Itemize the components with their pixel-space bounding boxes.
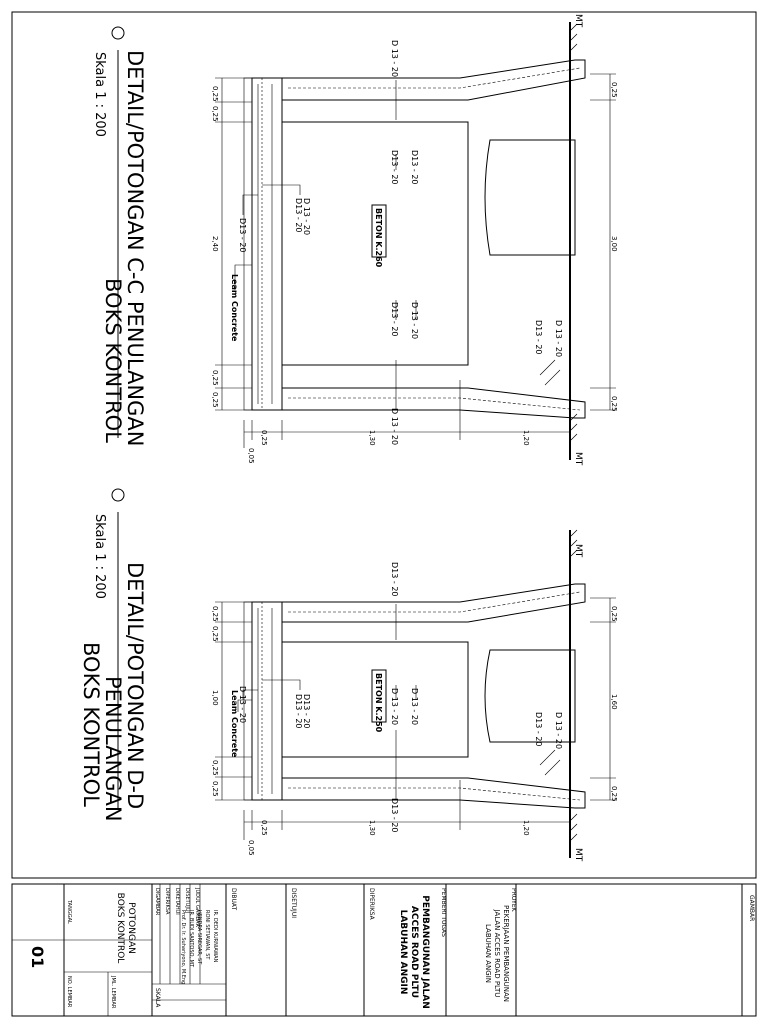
staff-role: DIPERIKSA [164, 888, 170, 915]
section-title: DETAIL/POTONGAN D-D [123, 562, 147, 810]
dim-bottom: 1,30 [368, 820, 376, 836]
staff-role: DIKETAHUI [174, 888, 180, 915]
rebar-label: D 13 - 20 [410, 688, 419, 726]
wall-upper [282, 584, 585, 622]
section-scale: Skala 1 : 200 [92, 514, 107, 599]
proyek-value: PEKERJAAN PEMBANGUNAN JALAN ACCES ROAD PLTU LABUHAN ANGIN [484, 904, 510, 1002]
rebar-label: D 13 - 20 [238, 686, 247, 724]
staff-name: IR. BUDI SANTOSO, MT [188, 910, 194, 968]
dim-bottom: 0,05 [247, 448, 255, 464]
rebar-label: D 13 - 20 [554, 712, 563, 750]
wall-lower [282, 778, 585, 808]
dim-right: 0,25 [610, 82, 618, 98]
rebar-label: D13 - 20 [390, 798, 399, 833]
rebar-label: D 13 - 20 [302, 198, 311, 236]
dim-right: 0,25 [610, 786, 618, 802]
staff-role: JUDUL GAMBAR [194, 888, 200, 927]
staff-name: Prof. Dr. Ir. Suhariyono, M.Eng [180, 910, 186, 985]
rebar-label: D 13 - 20 [390, 408, 399, 446]
dim-left: 0,25 [211, 106, 219, 122]
pemberi-label: PEMBERI TUGAS [440, 888, 447, 937]
proyek-wrap [480, 896, 510, 1011]
rebar-label: D13 - 20 [390, 150, 399, 185]
dim-right: 0,25 [610, 606, 618, 622]
dim-right: 1,60 [610, 694, 618, 710]
section-cc [92, 14, 618, 466]
section-title-2: BOKS KONTROL [101, 278, 125, 443]
main-title: PEMBANGUNAN JALAN ACCES ROAD PLTU LABUHAN ANGIN [398, 895, 430, 1009]
dim-left: 0,25 [211, 370, 219, 386]
rebar-label: D13 - 20 [390, 302, 399, 337]
dim-left: 0,25 [211, 86, 219, 102]
section-marker-icon [112, 27, 124, 39]
mt-label: MT [573, 452, 583, 466]
section-title: DETAIL/POTONGAN C-C PENULANGAN [123, 50, 147, 447]
mt-label: MT [573, 848, 583, 862]
section-dd [79, 489, 618, 862]
drawing-title: POTONGAN BOKS KONTROL [115, 892, 136, 964]
rebar-label: D13 - 20 [238, 218, 247, 253]
rebar-label: D13 - 20 [302, 694, 311, 729]
staff-name: IR. DEDI KURNIAWAN [212, 910, 218, 963]
pipe-opening [485, 140, 575, 255]
drawing-title-wrap [96, 890, 136, 966]
rebar-label: D13 - 20 [410, 150, 419, 185]
mt-label: MT [573, 14, 583, 28]
dim-bottom: 1,30 [368, 430, 376, 446]
sheet-number: 01 [28, 946, 47, 969]
dim-bottom: 0,25 [260, 430, 268, 446]
base-slab [252, 602, 282, 800]
skala-label: SKALA [154, 988, 161, 1008]
staff-role: DISETUJUI [184, 888, 190, 913]
dibuat-label: DIBUAT [230, 888, 237, 911]
jml-lembar-label: JML. LEMBAR [110, 976, 116, 1009]
dim-bottom: 1,20 [522, 430, 530, 446]
wall-upper [282, 60, 585, 100]
dim-left: 0,25 [211, 606, 219, 622]
lean-concrete-label: Leam Concrete [230, 690, 239, 758]
gambar-label: GAMBAR [748, 895, 755, 922]
dim-left: 1,00 [211, 690, 219, 706]
rebar-label: D 13 - 20 [554, 320, 563, 358]
dim-bottom: 1,20 [522, 820, 530, 836]
diperiksa-label: DIPERIKSA [368, 888, 375, 920]
section-title-3: BOKS KONTROL [79, 642, 103, 807]
no-lembar-label: NO. LEMBAR [66, 976, 72, 1008]
base-slab [252, 78, 282, 410]
rebar-label: D13 - 20 [390, 562, 399, 597]
dim-left: 0,25 [211, 781, 219, 797]
dim-left: 2,40 [211, 236, 219, 252]
concrete-label: BETON K.260 [374, 208, 383, 268]
rebar-label: D 13 - 20 [390, 688, 399, 726]
wall-lower [282, 388, 585, 418]
staff-name: HENDRA SIREGAR, ST [196, 910, 202, 965]
dim-right: 0,25 [610, 396, 618, 412]
dim-bottom: 0,05 [247, 840, 255, 856]
dim-right: 3,00 [610, 236, 618, 252]
section-marker-icon [112, 489, 124, 501]
main-title-wrap [384, 892, 430, 1012]
rebar-label: D13 - 20 [294, 694, 303, 729]
tanggal-label: TANGGAL [66, 900, 72, 924]
rebar-label: D13 - 20 [534, 712, 543, 747]
rebar-label: D13 - 20 [294, 198, 303, 233]
concrete-label: BETON K.250 [374, 673, 383, 733]
rebar-label: D 13 - 20 [410, 302, 419, 340]
rebar-label: D13 - 20 [534, 320, 543, 355]
lean-concrete-label: Leam Concrete [230, 274, 239, 342]
staff-role: DIGAMBAR [154, 888, 160, 916]
title-block [12, 884, 755, 1016]
rebar-label: D 13 - 20 [390, 40, 399, 78]
section-scale: Skala 1 : 200 [92, 52, 107, 137]
dim-left: 0,25 [211, 760, 219, 776]
dim-bottom: 0,25 [260, 820, 268, 836]
dim-left: 0,25 [211, 626, 219, 642]
staff-name: RONI SETIAWAN, ST [204, 910, 210, 960]
disetujui-label: DISETUJUI [290, 888, 297, 918]
mt-label: MT [573, 544, 583, 558]
proyek-label: PROYEK [510, 888, 517, 912]
dim-left: 0,25 [211, 392, 219, 408]
section-title-2: PENULANGAN [101, 676, 125, 822]
